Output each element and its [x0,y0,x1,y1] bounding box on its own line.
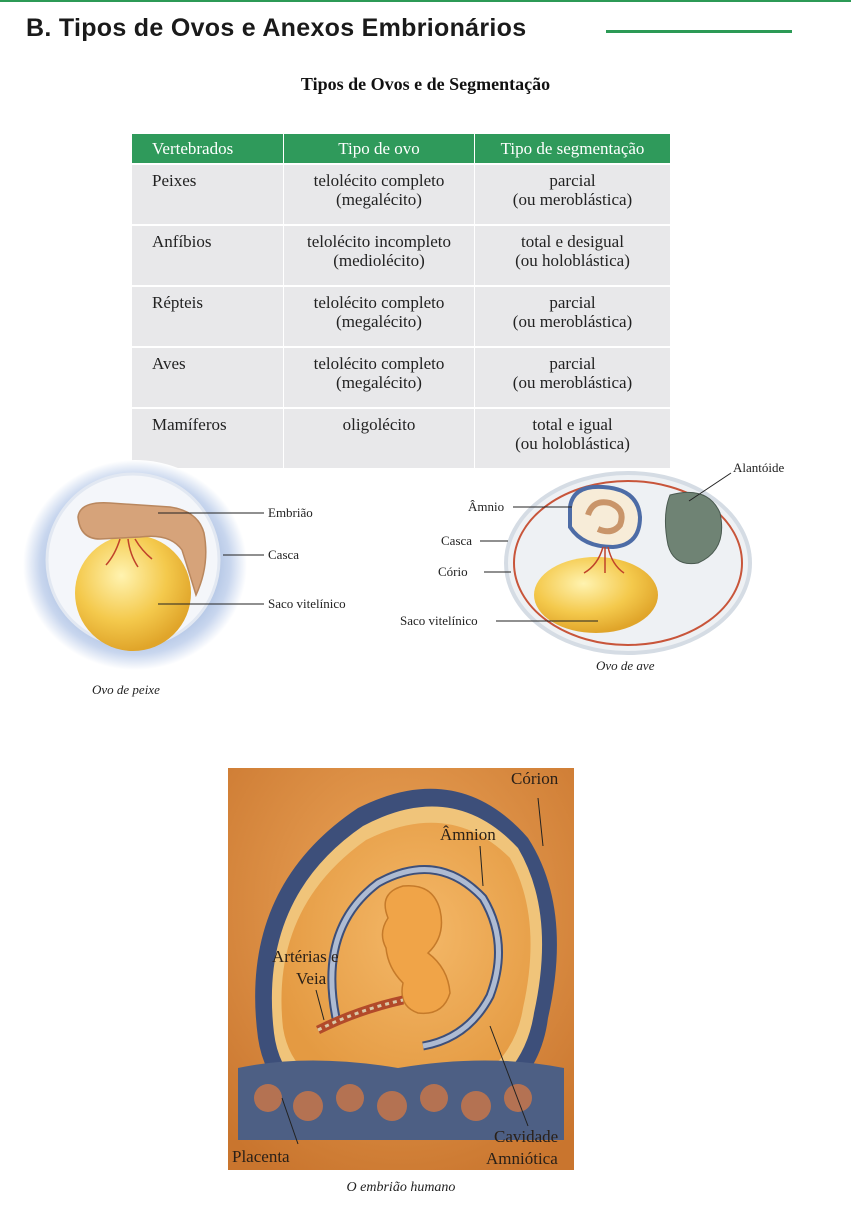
table-row [132,347,670,408]
cell-line: telolécito incompleto [307,232,451,251]
vertebrate-cell: Peixes [132,164,284,225]
cell-line: (ou holoblástica) [515,251,630,270]
egg-type-cell [284,347,475,408]
vertebrate-cell: Répteis [132,286,284,347]
label-corio: Cório [438,564,468,579]
cell-line: parcial [549,171,596,190]
fish-egg-diagram [20,455,380,690]
column-header: Tipo de ovo [284,134,475,164]
vertebrate-cell: Mamíferos [132,408,284,468]
placenta-villus [461,1091,491,1121]
label-veia: Veia [296,969,327,988]
cell-line: parcial [549,354,596,373]
table-row [132,164,670,225]
placenta-villus [293,1091,323,1121]
cell-line: (ou holoblástica) [515,434,630,453]
cell-line: total e desigual [521,232,624,251]
bird-allantois [665,492,721,563]
bird-yolk-sac [534,557,658,633]
bird-amnion [570,487,640,547]
section-title: B. Tipos de Ovos e Anexos Embrionários [26,14,527,42]
placenta-villus [504,1084,532,1112]
label-casca: Casca [441,533,473,548]
cell-line: total e igual [532,415,613,434]
label-cavidade: Cavidade [494,1127,559,1146]
label-corion: Córion [511,769,559,788]
cell-line: (mediolécito) [333,251,425,270]
human-embryo-caption: O embrião humano [346,1180,456,1195]
table-row [132,286,670,347]
label-saco-vitelinico: Saco vitelínico [268,596,346,611]
label-amnion: Âmnion [440,825,496,844]
cell-line: (ou meroblástica) [512,373,633,392]
top-accent-line [0,0,851,2]
placenta-villus [336,1084,364,1112]
placenta-villus [254,1084,282,1112]
vertebrate-cell: Aves [132,347,284,408]
segmentation-cell [475,286,671,347]
placenta-villus [420,1084,448,1112]
section-title-rule [606,30,792,33]
cell-line: telolécito completo [313,354,445,373]
fish-egg-caption: Ovo de peixe [92,682,160,697]
segmentation-cell [475,225,671,286]
label-casca: Casca [268,547,300,562]
egg-types-table [132,134,670,468]
label-amniotica: Amniótica [486,1149,558,1168]
cell-line: telolécito completo [313,293,445,312]
label-alantoide: Alantóide [733,460,785,475]
table-header-row [132,134,670,164]
label-saco-vitelinico: Saco vitelínico [400,613,478,628]
segmentation-cell [475,347,671,408]
label-arterias: Artérias e [272,947,339,966]
cell-line: (megalécito) [336,190,422,209]
egg-type-cell [284,286,475,347]
cell-line: telolécito completo [313,171,445,190]
label-embriao: Embrião [268,505,313,520]
cell-line: oligolécito [342,415,416,434]
cell-line: (ou meroblástica) [512,190,633,209]
human-embryo-illustration [228,768,574,1170]
cell-line: (megalécito) [336,312,422,331]
cell-line: (ou meroblástica) [512,312,633,331]
segmentation-cell [475,164,671,225]
column-header: Vertebrados [132,134,284,164]
label-amnio: Âmnio [468,499,505,514]
label-placenta: Placenta [232,1147,290,1166]
cell-line: parcial [549,293,596,312]
egg-type-cell [284,225,475,286]
egg-type-cell [284,164,475,225]
table-title: Tipos de Ovos e de Segmentação [300,74,551,94]
bird-egg-diagram [398,455,818,675]
bird-egg-caption: Ovo de ave [596,658,655,673]
fish-yolk-sac [75,535,191,651]
placenta-villus [377,1091,407,1121]
cell-line: (megalécito) [336,373,422,392]
column-header: Tipo de segmentação [475,134,671,164]
table-row [132,225,670,286]
vertebrate-cell: Anfíbios [132,225,284,286]
